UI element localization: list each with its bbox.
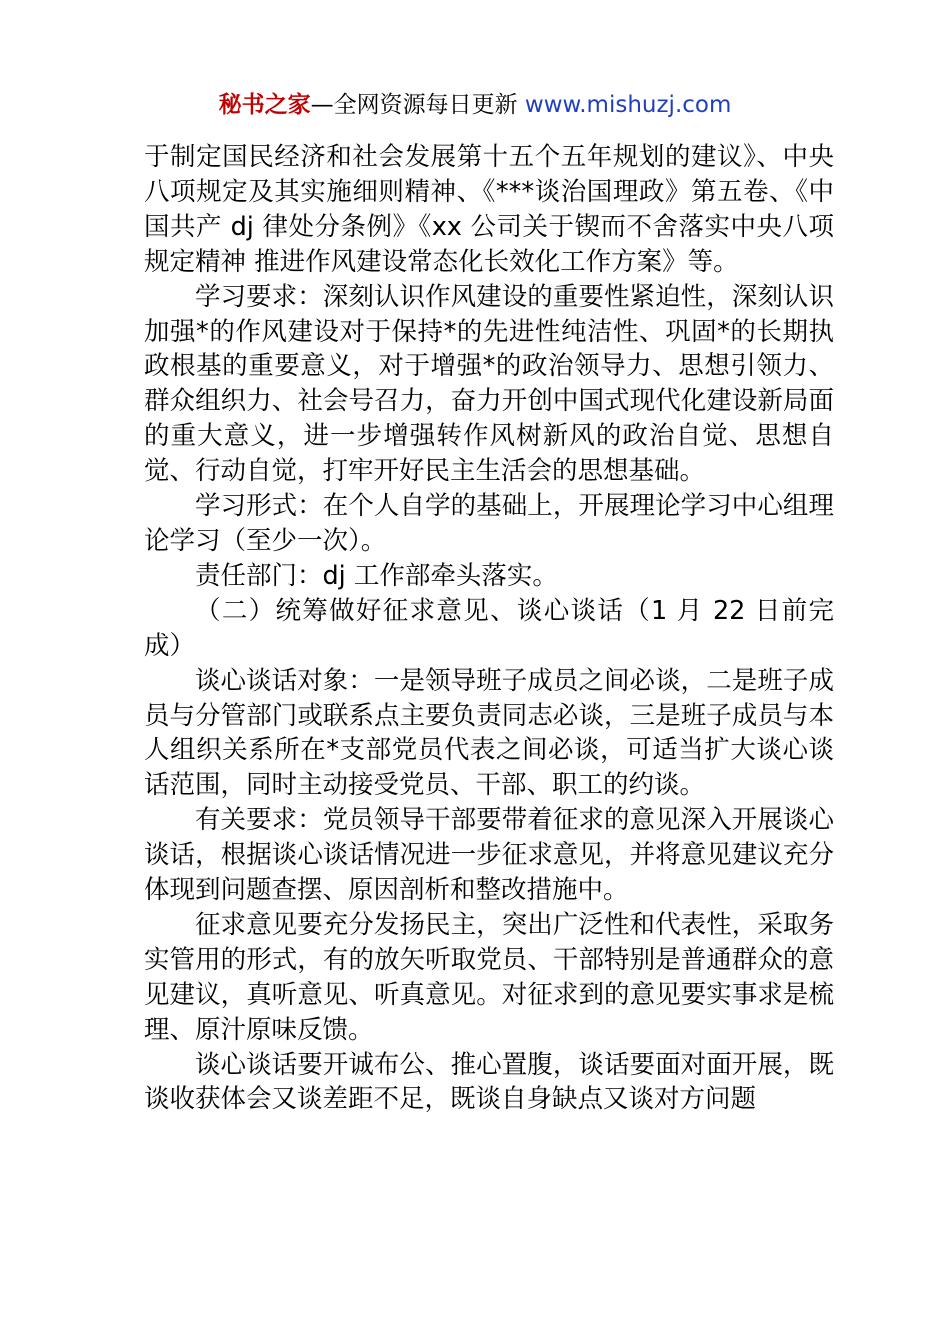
header-slogan: —全网资源每日更新 <box>310 92 518 118</box>
paragraph-solicit-opinions: 征求意见要充分发扬民主，突出广泛性和代表性，采取务实管用的形式，有的放矢听取党员、干部特别是普通群众的意见建议，真听意见、听真意见。对征求到的意见要实事求是梳理、原汁原味反馈。 <box>144 909 834 1045</box>
site-url[interactable]: www.mishuzj.com <box>524 92 732 118</box>
brand-name: 秘书之家 <box>218 92 311 118</box>
paragraph-responsible-department: 责任部门：dj 工作部牵头落实。 <box>195 560 558 591</box>
paragraph-talk-targets: 谈心谈话对象：一是领导班子成员之间必谈，二是班子成员与分管部门或联系点主要负责同志必谈，三是班子成员与本人组织关系所在*支部党员代表之间必谈，可适当扩大谈心谈话范围，同时主动接受党员、干部、职工的约谈。 <box>144 665 834 801</box>
document-body <box>144 140 834 1117</box>
paragraph-talk-conduct: 谈心谈话要开诚布公、推心置腹，谈话要面对面开展，既谈收获体会又谈差距不足，既谈自身缺点又谈对方问题 <box>144 1049 834 1115</box>
page-header <box>0 88 950 122</box>
paragraph-continuation: 于制定国民经济和社会发展第十五个五年规划的建议》、中央八项规定及其实施细则精神、《***谈治国理政》第五卷、《中国共产 dj 律处分条例》《xx 公司关于锲而不舍落实中央八项规定精神 推进作风建设常态化长效化工作方案》等。 <box>144 142 834 277</box>
paragraph-study-format: 学习形式：在个人自学的基础上，开展理论学习中心组理论学习（至少一次）。 <box>144 491 834 556</box>
paragraph-study-requirements: 学习要求：深刻认识作风建设的重要性紧迫性，深刻认识加强*的作风建设对于保持*的先进性纯洁性、巩固*的长期执政根基的重要意义，对于增强*的政治领导力、思想引领力、群众组织力、社会号召力，奋力开创中国式现代化建设新局面的重大意义，进一步增强转作风树新风的政治自觉、思想自觉、行动自觉，打牢开好民主生活会的思想基础。 <box>144 281 834 487</box>
section-heading-two: （二）统筹做好征求意见、谈心谈话（1 月 22 日前完成） <box>144 595 834 661</box>
paragraph-related-requirements: 有关要求：党员领导干部要带着征求的意见深入开展谈心谈话，根据谈心谈话情况进一步征求意见，并将意见建议充分体现到问题查摆、原因剖析和整改措施中。 <box>144 805 834 906</box>
